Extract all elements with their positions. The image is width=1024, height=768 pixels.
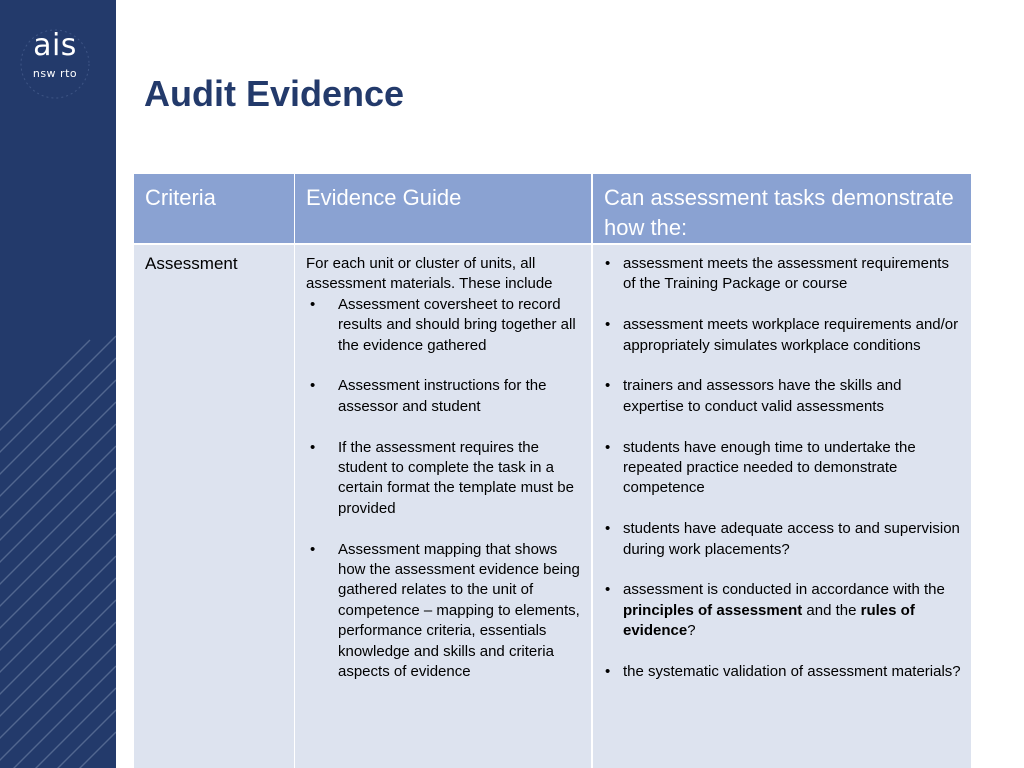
criteria-cell: [134, 245, 294, 768]
principles-of-assessment-bold: principles of assessment: [623, 601, 803, 619]
principles-text-before: assessment is conducted in accordance with the: [623, 581, 945, 599]
list-item: [306, 540, 581, 683]
demonstrate-cell: [593, 245, 971, 768]
bullet-icon: •: [310, 295, 316, 313]
demonstrate-item-text: assessment meets workplace requirements and/or appropriately simulates workplace conditions: [623, 316, 959, 354]
demonstrate-item-text: students have adequate access to and supervision during work placements?: [623, 520, 960, 558]
demonstrate-item-text: students have enough time to undertake the repeated practice needed to demonstrate competence: [623, 438, 916, 497]
logo-sub-text: nsw rto: [32, 67, 78, 80]
evidence-list: [306, 295, 581, 683]
demonstrate-item-text: assessment meets the assessment requirements of the Training Package or course: [623, 255, 949, 293]
bullet-icon: •: [605, 663, 611, 681]
list-item: [604, 519, 961, 560]
demonstrate-item-text: trainers and assessors have the skills and expertise to conduct valid assessments: [623, 377, 902, 415]
ais-logo: [14, 28, 96, 102]
list-item: [604, 662, 961, 682]
bullet-icon: •: [310, 377, 316, 395]
demonstrate-item-text: the systematic validation of assessment materials?: [623, 663, 961, 681]
bullet-icon: •: [605, 520, 611, 538]
list-item: [604, 315, 961, 356]
rules-of-evidence-bold: rules of evidence: [623, 601, 915, 640]
evidence-item-text: Assessment coversheet to record results and should bring together all the evidence gathered: [338, 295, 576, 354]
list-item: [306, 376, 581, 417]
list-item: [604, 438, 961, 499]
bullet-icon: •: [310, 540, 316, 558]
audit-evidence-table: [133, 173, 973, 768]
list-item: [604, 376, 961, 417]
logo-main-text: ais: [33, 28, 77, 63]
evidence-guide-cell: [295, 245, 591, 768]
evidence-item-text: Assessment instructions for the assessor and student: [338, 377, 547, 415]
header-criteria: Criteria: [134, 174, 294, 243]
bullet-icon: •: [605, 377, 611, 395]
header-demonstrate: Can assessment tasks demonstrate how the:: [593, 174, 971, 243]
sidebar-stripe-pattern: [0, 0, 116, 768]
bullet-icon: •: [605, 438, 611, 456]
demonstrate-list: [604, 254, 961, 682]
evidence-item-text: Assessment mapping that shows how the assessment evidence being gathered relates to the unit of competence – mapping to elements, performance criteria, essentials knowledge and skills and criteria aspects of evidence: [338, 540, 580, 681]
criteria-value: Assessment: [145, 254, 238, 273]
principles-text-after: ?: [687, 622, 696, 640]
list-item: [306, 295, 581, 356]
evidence-item-text: If the assessment requires the student to complete the task in a certain format the template must be provided: [338, 438, 574, 517]
bullet-icon: •: [605, 255, 611, 272]
sidebar-band: [0, 0, 116, 768]
bullet-icon: •: [605, 581, 611, 599]
evidence-intro: For each unit or cluster of units, all assessment materials. These include: [306, 255, 553, 293]
bullet-icon: •: [605, 316, 611, 334]
bullet-icon: •: [310, 438, 316, 456]
page-title: Audit Evidence: [144, 73, 405, 114]
list-item: [604, 254, 961, 295]
principles-item-text: [623, 581, 945, 639]
list-item: [306, 438, 581, 520]
header-evidence-guide: Evidence Guide: [295, 174, 591, 243]
principles-text-middle: and the: [802, 601, 861, 619]
list-item: [604, 580, 961, 641]
